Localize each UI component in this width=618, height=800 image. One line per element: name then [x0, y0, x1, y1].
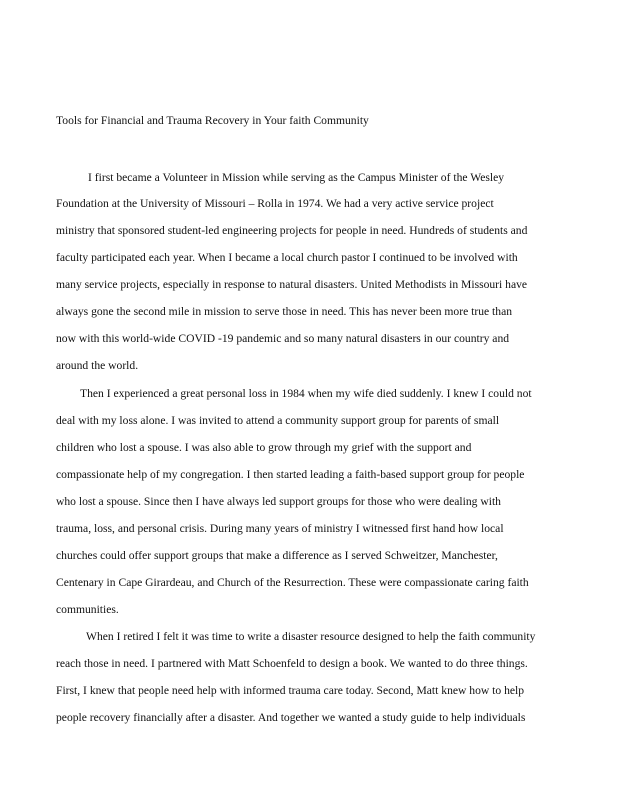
paragraph-line: faculty participated each year. When I became a local church pastor I continued to be involved with: [56, 251, 518, 264]
paragraph-line: Foundation at the University of Missouri – Rolla in 1974. We had a very active service project: [56, 197, 494, 210]
paragraph-line: I first became a Volunteer in Mission while serving as the Campus Minister of the Wesley: [88, 171, 505, 184]
paragraph-line: reach those in need. I partnered with Matt Schoenfeld to design a book. We wanted to do three things.: [56, 657, 528, 670]
paragraph-line: churches could offer support groups that make a difference as I served Schweitzer, Manchester,: [56, 549, 498, 562]
paragraph-line: trauma, loss, and personal crisis. During many years of ministry I witnessed first hand how local: [56, 522, 504, 535]
paragraph-line: compassionate help of my congregation. I then started leading a faith-based support group for people: [56, 468, 525, 481]
paragraph-line: children who lost a spouse. I was also able to grow through my grief with the support and: [56, 441, 472, 454]
document-title: Tools for Financial and Trauma Recovery in Your faith Community: [56, 114, 369, 127]
paragraph-line: always gone the second mile in mission to serve those in need. This has never been more true than: [56, 305, 513, 318]
paragraph-line: ministry that sponsored student-led engineering projects for people in need. Hundreds of students and: [56, 224, 528, 237]
paragraph-line: now with this world-wide COVID -19 pandemic and so many natural disasters in our country and: [56, 332, 510, 345]
paragraph-line: When I retired I felt it was time to write a disaster resource designed to help the faith community: [86, 630, 536, 643]
paragraph-line: communities.: [56, 603, 119, 616]
paragraph-line: many service projects, especially in response to natural disasters. United Methodists in Missouri have: [56, 278, 528, 291]
paragraph-line: around the world.: [56, 359, 139, 372]
paragraph-line: Then I experienced a great personal loss in 1984 when my wife died suddenly. I knew I could not: [80, 387, 532, 400]
paragraph-line: who lost a spouse. Since then I have always led support groups for those who were dealing with: [56, 495, 501, 508]
paragraph-line: deal with my loss alone. I was invited to attend a community support group for parents of small: [56, 414, 500, 427]
paragraph-line: First, I knew that people need help with informed trauma care today. Second, Matt knew how to help: [56, 684, 525, 697]
paragraph-line: Centenary in Cape Girardeau, and Church of the Resurrection. These were compassionate caring faith: [56, 576, 529, 589]
paragraph-line: people recovery financially after a disaster. And together we wanted a study guide to help individuals: [56, 711, 526, 724]
